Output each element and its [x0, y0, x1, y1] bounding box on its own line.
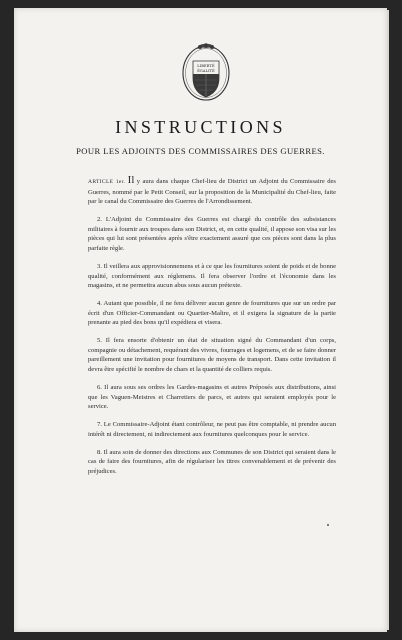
article-8: 8. Il aura soin de donner des directions aux Communes de son District qui seraient dans le cas de faire des fournitures, afin de régulariser les titres convenablement et de prévenir des préjudices.	[88, 448, 336, 475]
document-title: INSTRUCTIONS	[115, 117, 286, 137]
seal-text-line1: LIBERTÉ	[197, 64, 215, 68]
document-body	[88, 176, 336, 485]
document-subtitle: POUR LES ADJOINTS DES COMMISSAIRES DES GUERRES.	[76, 146, 325, 156]
ink-speck	[327, 524, 329, 526]
article-2: 2. L'Adjoint du Commissaire des Guerres est chargé du contrôle des subsistances militaires à fournir aux troupes dans son District, et, en cette qualité, il appose son visa sur les pièces qui lui sont présentées après s'être exactement assuré que ces pièces sont dans la plus parfaite règle.	[88, 216, 336, 252]
article-label: ARTICLE 1er.	[88, 179, 126, 185]
liberty-seal-emblem	[181, 40, 231, 102]
drop-cap: Il	[127, 174, 135, 186]
seal-text-line2: ÉGALITÉ	[197, 69, 215, 73]
article-1	[88, 176, 336, 207]
article-1-text: y aura dans chaque Chef-lieu de District un Adjoint du Commissaire des Guerres, nommé par le Petit Conseil, sur la proposition de la Municipalité du Chef-lieu, faite par le canal du Commissaire des Guerres de l'Arrondissement.	[88, 178, 336, 206]
article-6: 6. Il aura sous ses ordres les Gardes-magasins et autres Préposés aux distributions, ainsi que les Vaguen-Meistres et Charretiers de parcs, et autres qui seraient employés pour le service.	[88, 384, 336, 411]
article-4: 4. Autant que possible, il ne fera délivrer aucun genre de fournitures que sur un ordre par écrit d'un Officier-Commandant ou Quartier-Maître, et il exigera la signature de la partie prenante au pied des bons qu'il expédiera et visera.	[88, 300, 336, 327]
article-3: 3. Il veillera aux approvisionnemens et à ce que les fournitures soient de poids et de bonne qualité, conformément aux réglemens. Il fera observer l'ordre et l'économie dans les magasins, et ne permettra aucun abus sous aucun prétexte.	[88, 262, 336, 290]
article-5: 5. Il fera ensorte d'obtenir un état de situation signé du Commandant d'un corps, compagnie ou détachement, requérant des vivres, fourrages et logemens, et de se faire donner pareillement une invitation pour fournitures de moyens de transport. Dans cette invitation il devra être spécifié le nombre de chars et la quantité de colliers requis.	[88, 337, 336, 374]
article-7: 7. Le Commissaire-Adjoint étant contrôleur, ne peut pas être comptable, ni prendre aucun intérêt ni directement, ni indirectement aux fournitures quelconques pour le service.	[88, 421, 336, 438]
